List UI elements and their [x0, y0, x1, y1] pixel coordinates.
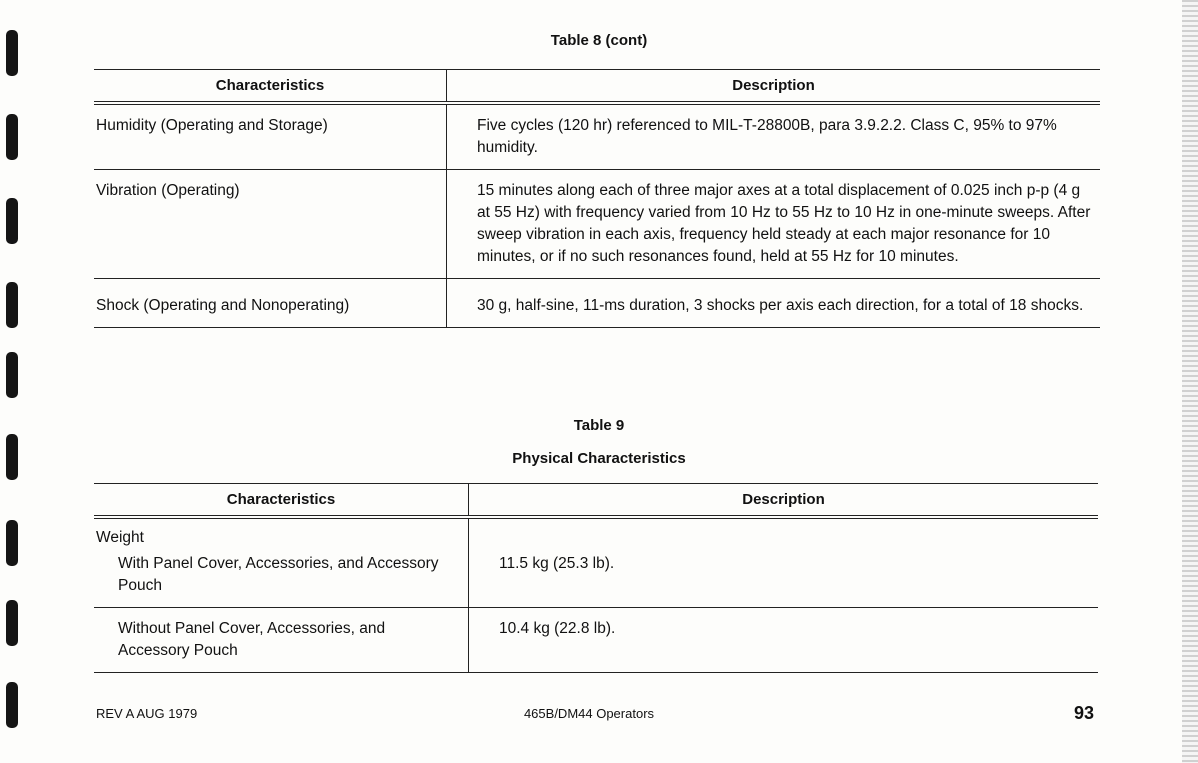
table-row	[94, 103, 1100, 170]
table9-header-description: Description	[469, 484, 1099, 518]
description-cell: Five cycles (120 hr) referenced to MIL-T-28800B, para 3.9.2.2. Class C, 95% to 97% humidity.	[447, 103, 1101, 170]
page-edge	[1182, 0, 1198, 763]
table-row	[94, 549, 1098, 608]
characteristic-cell: Shock (Operating and Nonoperating)	[94, 279, 447, 328]
table8-header-characteristics: Characteristics	[94, 70, 447, 104]
table-row	[94, 608, 1098, 673]
table8-header-description: Description	[447, 70, 1101, 104]
characteristic-cell: Humidity (Operating and Storage)	[94, 103, 447, 170]
page-number: 93	[1073, 703, 1094, 723]
description-cell: 15 minutes along each of three major axes at a total displacement of 0.025 inch p-p (4 g at 55 Hz) with frequency varied from 10 Hz to 55 Hz to 10 Hz in one-minute sweeps. After sweep vibration in each axis, frequency held steady at each major resonance for 10 minutes, or if no such resonances found, held at 55 Hz for 10 minutes.	[447, 170, 1101, 279]
table9-header-characteristics: Characteristics	[94, 484, 469, 518]
description-cell: 11.5 kg (25.3 lb).	[469, 549, 1099, 608]
footer-revision: REV A AUG 1979	[96, 706, 198, 721]
description-cell: 30 g, half-sine, 11-ms duration, 3 shocks per axis each direction, for a total of 18 shocks.	[447, 279, 1101, 328]
table9-title: Table 9	[573, 417, 625, 434]
table-row	[94, 279, 1100, 328]
table8	[94, 69, 1100, 328]
group-label: Weight	[94, 517, 469, 549]
characteristic-cell: Without Panel Cover, Accessories, and Accessory Pouch	[94, 608, 469, 673]
description-cell: 10.4 kg (22.8 lb).	[469, 608, 1099, 673]
characteristic-cell: With Panel Cover, Accessories, and Accessory Pouch	[94, 549, 469, 608]
table8-title: Table 8 (cont)	[550, 32, 648, 49]
footer-manual-title: 465B/DM44 Operators	[523, 706, 655, 721]
table9-subtitle: Physical Characteristics	[512, 450, 686, 467]
characteristic-cell: Vibration (Operating)	[94, 170, 447, 279]
table-row	[94, 517, 1098, 549]
table9	[94, 483, 1098, 673]
table-row	[94, 170, 1100, 279]
